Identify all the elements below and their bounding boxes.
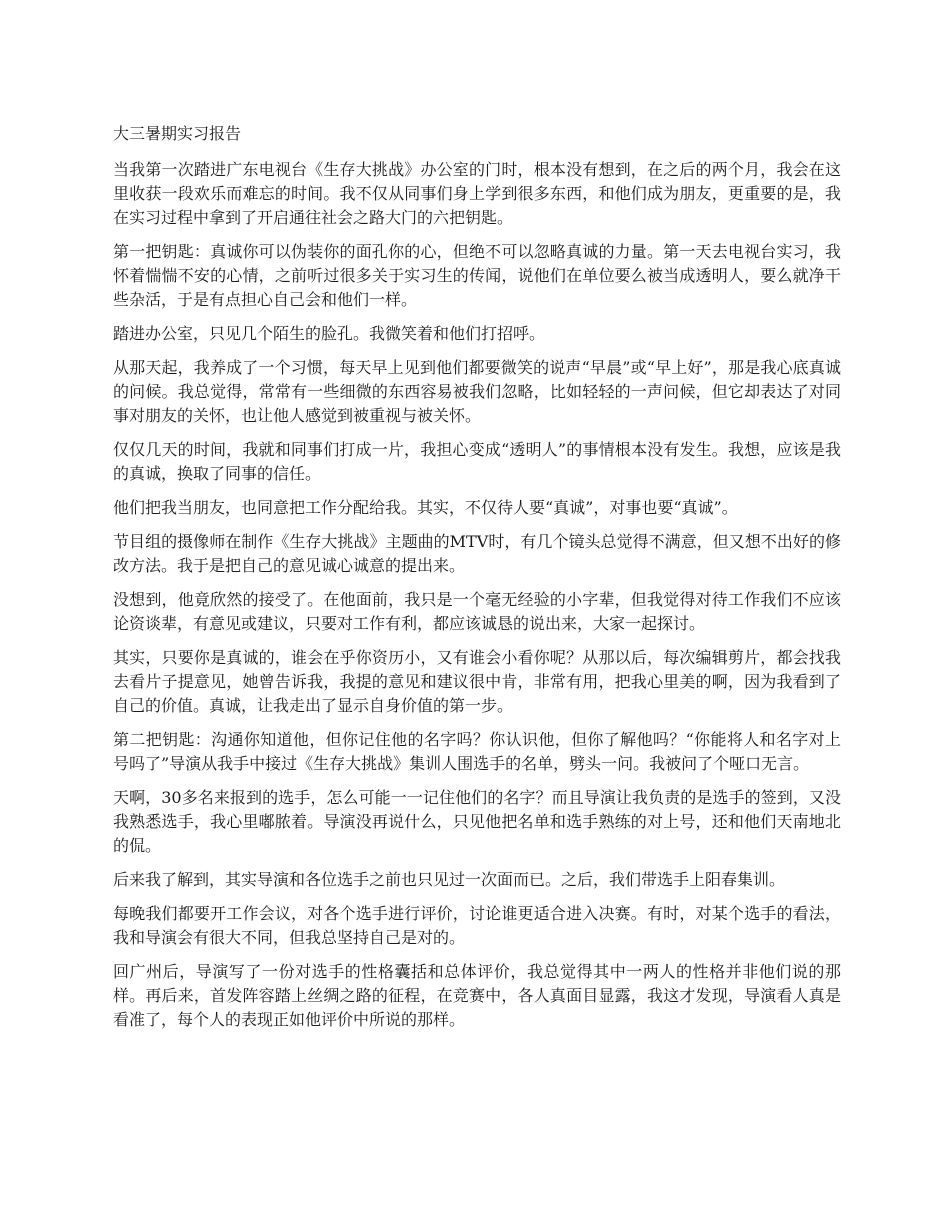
paragraph: 其实，只要你是真诚的，谁会在乎你资历小，又有谁会小看你呢？从那以后，每次编辑剪片，都会找我去看片子提意见，她曾告诉我，我提的意见和建议很中肯，非常有用，把我心里美的啊，因为我看到了自己的价值。真诚，让我走出了显示自身价值的第一步。: [113, 648, 841, 715]
paragraph: 他们把我当朋友，也同意把工作分配给我。其实，不仅待人要“真诚”，对事也要“真诚”。: [113, 498, 738, 517]
paragraph: 天啊，30多名来报到的选手，怎么可能一一记住他们的名字？而且导演让我负责的是选手的签到，又没我熟悉选手，我心里嘟脓着。导演没再说什么，只见他把名单和选手熟练的对上号，还和他们天南地北的侃。: [113, 788, 841, 855]
document-title: 大三暑期实习报告: [113, 124, 242, 143]
paragraph: 当我第一次踏进广东电视台《生存大挑战》办公室的门时，根本没有想到，在之后的两个月，我会在这里收获一段欢乐而难忘的时间。我不仅从同事们身上学到很多东西，和他们成为朋友，更重要的是，我在实习过程中拿到了开启通往社会之路大门的六把钥匙。: [113, 160, 841, 227]
paragraph: 踏进办公室，只见几个陌生的脸孔。我微笑着和他们打招呼。: [113, 324, 546, 343]
paragraph: 第一把钥匙：真诚你可以伪装你的面孔你的心，但绝不可以忽略真诚的力量。第一天去电视台实习，我怀着惴惴不安的心情，之前听过很多关于实习生的传闻，说他们在单位要么被当成透明人，要么就净干些杂活，于是有点担心自己会和他们一样。: [113, 242, 841, 309]
paragraph: 回广州后，导演写了一份对选手的性格囊括和总体评价，我总觉得其中一两人的性格并非他们说的那样。再后来，首发阵容踏上丝绸之路的征程，在竞赛中，各人真面目显露，我这才发现，导演看人真是看准了，每个人的表现正如他评价中所说的那样。: [113, 962, 841, 1029]
paragraph: 节目组的摄像师在制作《生存大挑战》主题曲的MTV时，有几个镜头总觉得不满意，但又想不出好的修改方法。我于是把自己的意见诚心诚意的提出来。: [113, 532, 841, 575]
paragraph: 仅仅几天的时间，我就和同事们打成一片，我担心变成“透明人”的事情根本没有发生。我想，应该是我的真诚，换取了同事的信任。: [113, 440, 841, 483]
paragraph: 第二把钥匙：沟通你知道他，但你记住他的名字吗？你认识他，但你了解他吗？“你能将人和名字对上号吗了”导演从我手中接过《生存大挑战》集训人围选手的名单，劈头一问。我被问了个哑口无言。: [113, 730, 841, 773]
paragraph: 后来我了解到，其实导演和各位选手之前也只见过一次面而已。之后，我们带选手上阳春集训。: [113, 870, 786, 889]
document-body: [113, 122, 841, 1042]
paragraph: 从那天起，我养成了一个习惯，每天早上见到他们都要微笑的说声“早晨”或“早上好”，那是我心底真诚的问候。我总觉得，常常有一些细微的东西容易被我们忽略，比如轻轻的一声问候，但它却表达了对同事对朋友的关怀，也让他人感觉到被重视与被关怀。: [113, 358, 841, 425]
paragraph: 每晚我们都要开工作会议，对各个选手进行评价，讨论谁更适合进入决赛。有时，对某个选手的看法，我和导演会有很大不同，但我总坚持自己是对的。: [113, 904, 841, 947]
paragraph: 没想到，他竟欣然的接受了。在他面前，我只是一个毫无经验的小字辈，但我觉得对待工作我们不应该论资谈辈，有意见或建议，只要对工作有利，都应该诚恳的说出来，大家一起探讨。: [113, 590, 841, 633]
